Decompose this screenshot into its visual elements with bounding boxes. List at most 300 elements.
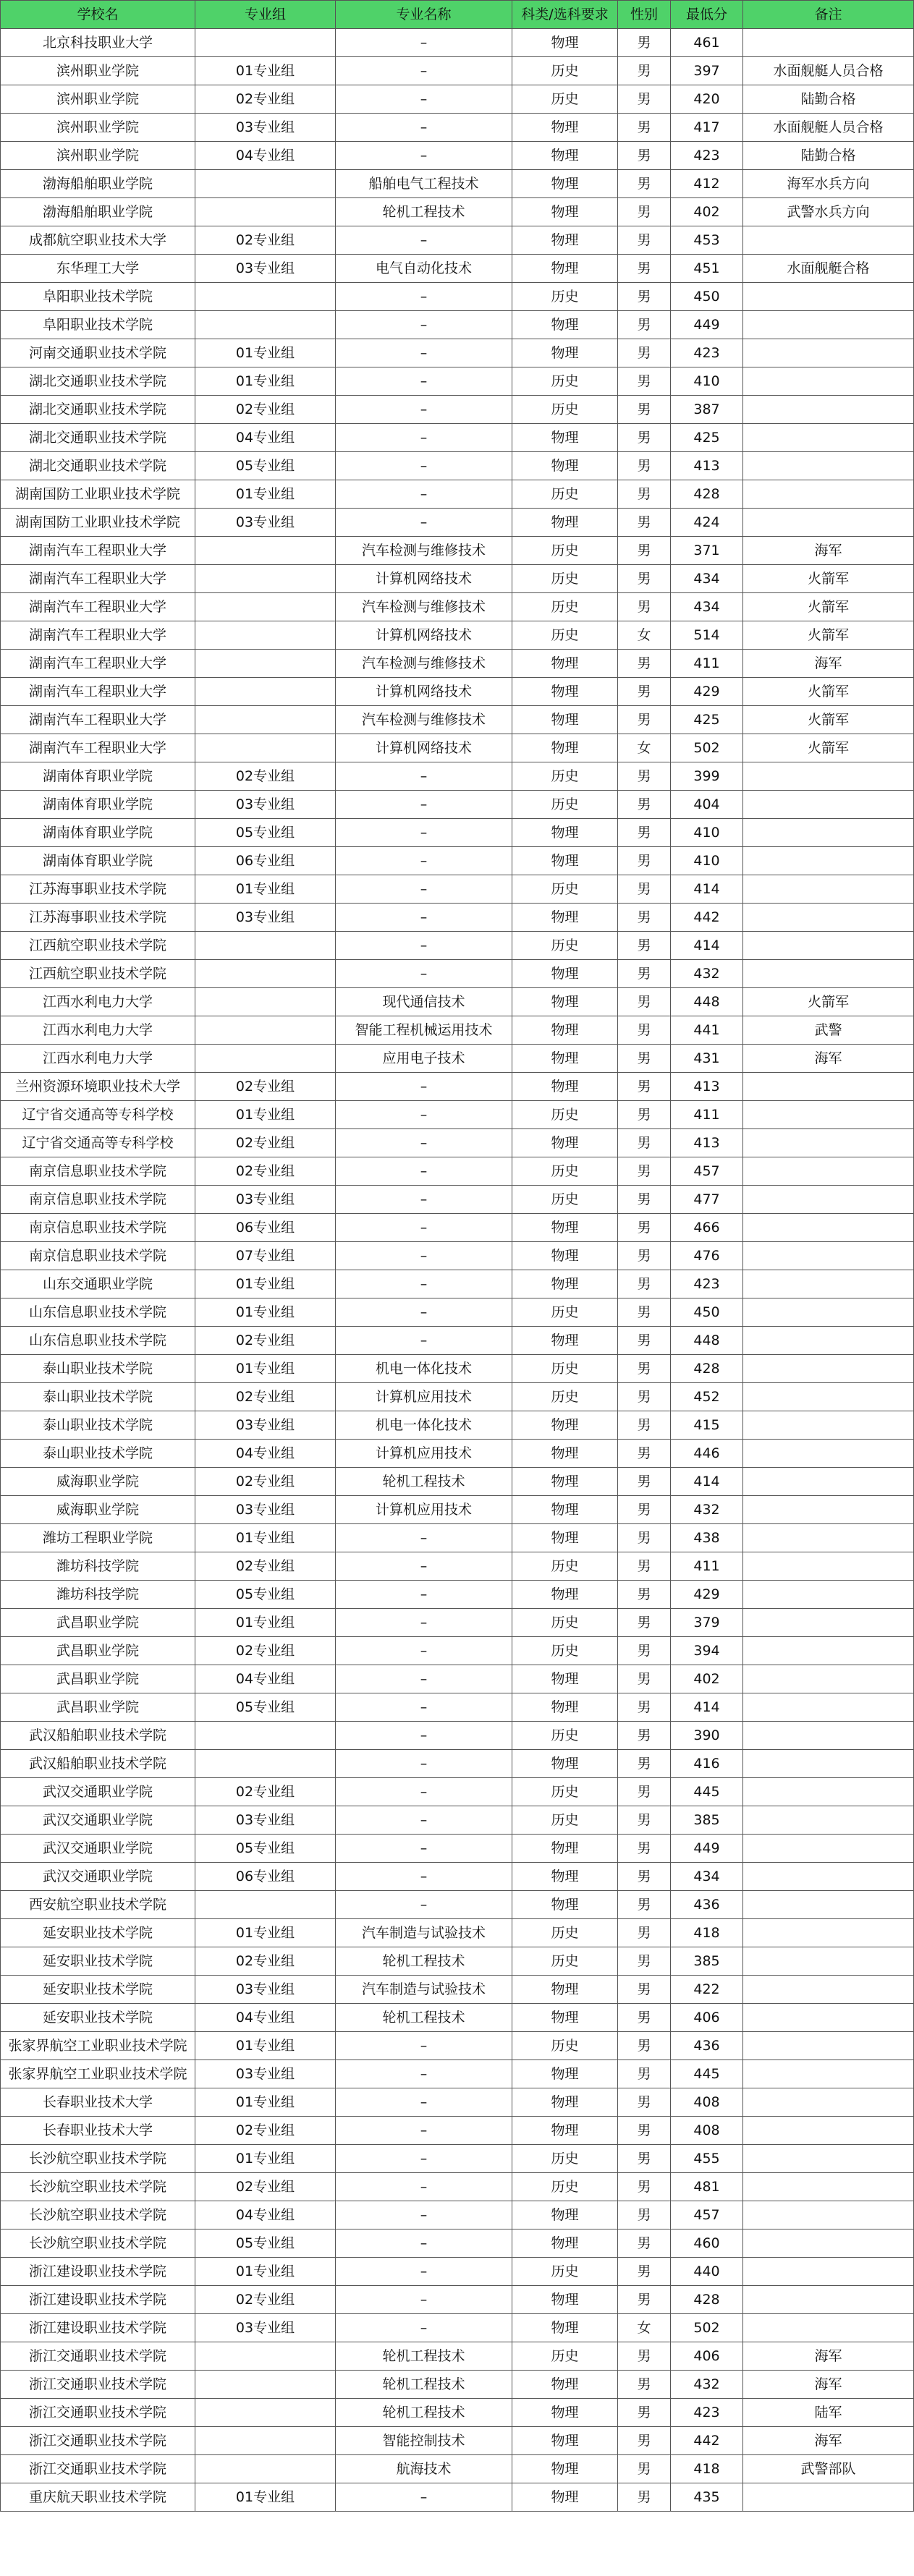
cell-subject: 物理 xyxy=(512,2371,618,2399)
cell-gender: 男 xyxy=(618,2145,671,2173)
cell-school: 江苏海事职业技术学院 xyxy=(1,904,195,932)
cell-group: 03专业组 xyxy=(195,1976,336,2004)
cell-note xyxy=(743,311,914,339)
cell-gender: 男 xyxy=(618,2173,671,2201)
cell-major: – xyxy=(336,311,512,339)
cell-score: 408 xyxy=(671,2117,743,2145)
cell-score: 387 xyxy=(671,396,743,424)
cell-subject: 物理 xyxy=(512,2286,618,2314)
cell-gender: 男 xyxy=(618,875,671,904)
table-row xyxy=(1,2427,914,2455)
table-row xyxy=(1,1976,914,2004)
cell-school: 南京信息职业技术学院 xyxy=(1,1157,195,1186)
cell-group xyxy=(195,2371,336,2399)
cell-major: 计算机应用技术 xyxy=(336,1383,512,1411)
cell-school: 湖南汽车工程职业大学 xyxy=(1,593,195,621)
cell-note xyxy=(743,2483,914,2512)
cell-school: 阜阳职业技术学院 xyxy=(1,311,195,339)
cell-subject: 物理 xyxy=(512,1863,618,1891)
table-row xyxy=(1,2060,914,2088)
cell-gender: 男 xyxy=(618,1016,671,1045)
cell-major: – xyxy=(336,1750,512,1778)
cell-note: 海军水兵方向 xyxy=(743,170,914,198)
cell-gender: 男 xyxy=(618,1270,671,1298)
cell-major: – xyxy=(336,1693,512,1722)
cell-score: 414 xyxy=(671,875,743,904)
cell-subject: 物理 xyxy=(512,226,618,255)
cell-group xyxy=(195,2342,336,2371)
cell-school: 泰山职业技术学院 xyxy=(1,1355,195,1383)
cell-score: 425 xyxy=(671,424,743,452)
cell-subject: 物理 xyxy=(512,114,618,142)
cell-gender: 男 xyxy=(618,1468,671,1496)
cell-major: – xyxy=(336,1891,512,1919)
cell-score: 449 xyxy=(671,1835,743,1863)
cell-subject: 物理 xyxy=(512,255,618,283)
cell-school: 湖北交通职业技术学院 xyxy=(1,367,195,396)
cell-note: 火箭军 xyxy=(743,565,914,593)
cell-group xyxy=(195,1891,336,1919)
header-row xyxy=(1,1,914,29)
cell-subject: 历史 xyxy=(512,875,618,904)
table-row xyxy=(1,283,914,311)
cell-group xyxy=(195,537,336,565)
cell-school: 江西水利电力大学 xyxy=(1,1016,195,1045)
cell-school: 湖南汽车工程职业大学 xyxy=(1,706,195,734)
cell-school: 河南交通职业技术学院 xyxy=(1,339,195,367)
cell-note xyxy=(743,1214,914,1242)
cell-group xyxy=(195,170,336,198)
table-row xyxy=(1,678,914,706)
cell-subject: 物理 xyxy=(512,2060,618,2088)
cell-gender: 男 xyxy=(618,29,671,57)
cell-group xyxy=(195,311,336,339)
cell-gender: 男 xyxy=(618,198,671,226)
cell-major: – xyxy=(336,85,512,114)
cell-gender: 男 xyxy=(618,791,671,819)
cell-score: 417 xyxy=(671,114,743,142)
cell-school: 滨州职业学院 xyxy=(1,142,195,170)
cell-major: – xyxy=(336,791,512,819)
cell-group xyxy=(195,283,336,311)
cell-school: 泰山职业技术学院 xyxy=(1,1440,195,1468)
cell-subject: 历史 xyxy=(512,791,618,819)
cell-school: 张家界航空工业职业技术学院 xyxy=(1,2060,195,2088)
cell-score: 385 xyxy=(671,1947,743,1976)
cell-gender: 男 xyxy=(618,1552,671,1581)
table-row xyxy=(1,932,914,960)
cell-school: 长沙航空职业技术学院 xyxy=(1,2145,195,2173)
cell-subject: 历史 xyxy=(512,621,618,650)
cell-school: 长春职业技术大学 xyxy=(1,2088,195,2117)
cell-group xyxy=(195,198,336,226)
cell-major: 智能工程机械运用技术 xyxy=(336,1016,512,1045)
cell-school: 湖南汽车工程职业大学 xyxy=(1,678,195,706)
cell-subject: 物理 xyxy=(512,1665,618,1693)
cell-group: 03专业组 xyxy=(195,509,336,537)
cell-subject: 历史 xyxy=(512,2145,618,2173)
cell-note xyxy=(743,2286,914,2314)
cell-subject: 历史 xyxy=(512,57,618,85)
cell-note xyxy=(743,1129,914,1157)
cell-school: 湖南汽车工程职业大学 xyxy=(1,734,195,762)
cell-school: 湖南国防工业职业技术学院 xyxy=(1,480,195,509)
cell-major: – xyxy=(336,283,512,311)
cell-group: 01专业组 xyxy=(195,1101,336,1129)
header-group: 专业组 xyxy=(195,1,336,29)
cell-subject: 物理 xyxy=(512,2399,618,2427)
cell-note xyxy=(743,1863,914,1891)
cell-school: 武汉交通职业学院 xyxy=(1,1863,195,1891)
table-row xyxy=(1,424,914,452)
cell-note xyxy=(743,1835,914,1863)
cell-school: 山东信息职业技术学院 xyxy=(1,1298,195,1327)
cell-note xyxy=(743,1468,914,1496)
cell-score: 431 xyxy=(671,1045,743,1073)
table-row xyxy=(1,1806,914,1835)
cell-gender: 男 xyxy=(618,1355,671,1383)
cell-subject: 物理 xyxy=(512,1242,618,1270)
cell-group xyxy=(195,706,336,734)
cell-school: 武汉船舶职业技术学院 xyxy=(1,1750,195,1778)
cell-note xyxy=(743,1976,914,2004)
cell-major: – xyxy=(336,142,512,170)
cell-score: 428 xyxy=(671,480,743,509)
cell-score: 453 xyxy=(671,226,743,255)
cell-score: 452 xyxy=(671,1383,743,1411)
cell-group: 01专业组 xyxy=(195,1355,336,1383)
cell-school: 威海职业学院 xyxy=(1,1468,195,1496)
cell-gender: 男 xyxy=(618,1129,671,1157)
cell-major: – xyxy=(336,960,512,988)
cell-school: 江西航空职业技术学院 xyxy=(1,960,195,988)
table-row xyxy=(1,904,914,932)
cell-group: 01专业组 xyxy=(195,875,336,904)
cell-note xyxy=(743,1327,914,1355)
cell-score: 445 xyxy=(671,2060,743,2088)
cell-subject: 历史 xyxy=(512,565,618,593)
cell-major: – xyxy=(336,2032,512,2060)
table-row xyxy=(1,621,914,650)
cell-note: 海军 xyxy=(743,2427,914,2455)
cell-note xyxy=(743,1355,914,1383)
cell-score: 466 xyxy=(671,1214,743,1242)
cell-gender: 男 xyxy=(618,1835,671,1863)
table-row xyxy=(1,1157,914,1186)
cell-group: 04专业组 xyxy=(195,2004,336,2032)
cell-subject: 物理 xyxy=(512,1411,618,1440)
cell-school: 湖南体育职业学院 xyxy=(1,819,195,847)
cell-score: 432 xyxy=(671,2371,743,2399)
cell-score: 445 xyxy=(671,1778,743,1806)
cell-school: 武汉船舶职业技术学院 xyxy=(1,1722,195,1750)
cell-note: 水面舰艇人员合格 xyxy=(743,114,914,142)
cell-note xyxy=(743,2032,914,2060)
cell-note: 水面舰艇人员合格 xyxy=(743,57,914,85)
cell-major: – xyxy=(336,29,512,57)
cell-note xyxy=(743,1919,914,1947)
table-row xyxy=(1,2286,914,2314)
cell-subject: 历史 xyxy=(512,396,618,424)
cell-group: 01专业组 xyxy=(195,2258,336,2286)
cell-group xyxy=(195,593,336,621)
cell-gender: 男 xyxy=(618,1045,671,1073)
cell-note: 火箭军 xyxy=(743,621,914,650)
table-row xyxy=(1,480,914,509)
cell-note xyxy=(743,1411,914,1440)
header-school: 学校名 xyxy=(1,1,195,29)
cell-major: – xyxy=(336,114,512,142)
cell-note xyxy=(743,509,914,537)
cell-gender: 男 xyxy=(618,2088,671,2117)
cell-gender: 男 xyxy=(618,1298,671,1327)
cell-score: 413 xyxy=(671,452,743,480)
cell-school: 浙江建设职业技术学院 xyxy=(1,2286,195,2314)
cell-group: 03专业组 xyxy=(195,1186,336,1214)
cell-group: 01专业组 xyxy=(195,2145,336,2173)
cell-subject: 物理 xyxy=(512,819,618,847)
cell-major: 轮机工程技术 xyxy=(336,2342,512,2371)
cell-subject: 历史 xyxy=(512,2032,618,2060)
cell-school: 江苏海事职业技术学院 xyxy=(1,875,195,904)
table-row xyxy=(1,2117,914,2145)
cell-major: 轮机工程技术 xyxy=(336,1947,512,1976)
cell-subject: 物理 xyxy=(512,2229,618,2258)
cell-subject: 物理 xyxy=(512,1073,618,1101)
table-row xyxy=(1,198,914,226)
cell-gender: 男 xyxy=(618,565,671,593)
cell-subject: 物理 xyxy=(512,1045,618,1073)
cell-score: 448 xyxy=(671,1327,743,1355)
cell-group: 03专业组 xyxy=(195,114,336,142)
cell-major: 轮机工程技术 xyxy=(336,2004,512,2032)
cell-score: 451 xyxy=(671,255,743,283)
cell-gender: 男 xyxy=(618,847,671,875)
cell-note xyxy=(743,960,914,988)
cell-major: – xyxy=(336,2483,512,2512)
cell-score: 460 xyxy=(671,2229,743,2258)
cell-group xyxy=(195,29,336,57)
cell-group: 02专业组 xyxy=(195,396,336,424)
cell-gender: 男 xyxy=(618,1101,671,1129)
table-row xyxy=(1,847,914,875)
cell-gender: 男 xyxy=(618,1581,671,1609)
table-row xyxy=(1,170,914,198)
cell-school: 南京信息职业技术学院 xyxy=(1,1214,195,1242)
cell-note xyxy=(743,396,914,424)
cell-school: 东华理工大学 xyxy=(1,255,195,283)
cell-note: 海军 xyxy=(743,1045,914,1073)
cell-score: 438 xyxy=(671,1524,743,1552)
cell-school: 潍坊科技学院 xyxy=(1,1552,195,1581)
cell-gender: 男 xyxy=(618,2117,671,2145)
header-note: 备注 xyxy=(743,1,914,29)
cell-score: 446 xyxy=(671,1440,743,1468)
cell-gender: 男 xyxy=(618,480,671,509)
table-row xyxy=(1,1440,914,1468)
cell-group: 01专业组 xyxy=(195,2483,336,2512)
cell-score: 429 xyxy=(671,1581,743,1609)
cell-subject: 物理 xyxy=(512,1750,618,1778)
cell-note: 火箭军 xyxy=(743,734,914,762)
cell-note xyxy=(743,1242,914,1270)
table-row xyxy=(1,1101,914,1129)
cell-score: 406 xyxy=(671,2342,743,2371)
table-row xyxy=(1,142,914,170)
cell-score: 434 xyxy=(671,1863,743,1891)
cell-school: 南京信息职业技术学院 xyxy=(1,1186,195,1214)
cell-gender: 男 xyxy=(618,678,671,706)
cell-major: 计算机应用技术 xyxy=(336,1496,512,1524)
cell-note xyxy=(743,1270,914,1298)
cell-score: 434 xyxy=(671,565,743,593)
cell-school: 武昌职业学院 xyxy=(1,1693,195,1722)
cell-note xyxy=(743,932,914,960)
cell-major: – xyxy=(336,819,512,847)
cell-score: 406 xyxy=(671,2004,743,2032)
cell-group: 03专业组 xyxy=(195,1411,336,1440)
cell-score: 449 xyxy=(671,311,743,339)
cell-note: 陆勤合格 xyxy=(743,85,914,114)
cell-gender: 男 xyxy=(618,1609,671,1637)
cell-score: 455 xyxy=(671,2145,743,2173)
cell-score: 476 xyxy=(671,1242,743,1270)
cell-school: 山东信息职业技术学院 xyxy=(1,1327,195,1355)
cell-group: 02专业组 xyxy=(195,1947,336,1976)
cell-major: – xyxy=(336,226,512,255)
cell-gender: 男 xyxy=(618,593,671,621)
cell-gender: 男 xyxy=(618,988,671,1016)
cell-score: 402 xyxy=(671,1665,743,1693)
table-row xyxy=(1,2342,914,2371)
cell-gender: 男 xyxy=(618,2399,671,2427)
cell-school: 武昌职业学院 xyxy=(1,1665,195,1693)
table-row xyxy=(1,2032,914,2060)
cell-group: 01专业组 xyxy=(195,2032,336,2060)
cell-major: – xyxy=(336,1270,512,1298)
cell-score: 481 xyxy=(671,2173,743,2201)
cell-subject: 物理 xyxy=(512,2314,618,2342)
cell-group: 01专业组 xyxy=(195,1609,336,1637)
cell-school: 湖南汽车工程职业大学 xyxy=(1,565,195,593)
cell-gender: 男 xyxy=(618,2258,671,2286)
cell-gender: 男 xyxy=(618,2201,671,2229)
table-row xyxy=(1,2173,914,2201)
cell-group: 04专业组 xyxy=(195,1665,336,1693)
cell-subject: 历史 xyxy=(512,1552,618,1581)
cell-score: 502 xyxy=(671,2314,743,2342)
cell-school: 延安职业技术学院 xyxy=(1,1947,195,1976)
cell-school: 潍坊科技学院 xyxy=(1,1581,195,1609)
cell-gender: 女 xyxy=(618,2314,671,2342)
cell-subject: 物理 xyxy=(512,650,618,678)
cell-major: 计算机网络技术 xyxy=(336,734,512,762)
cell-note: 武警水兵方向 xyxy=(743,198,914,226)
cell-note xyxy=(743,1637,914,1665)
cell-note xyxy=(743,1806,914,1835)
cell-note: 海军 xyxy=(743,650,914,678)
cell-school: 长沙航空职业技术学院 xyxy=(1,2229,195,2258)
cell-score: 418 xyxy=(671,2455,743,2483)
cell-major: – xyxy=(336,1835,512,1863)
cell-school: 浙江建设职业技术学院 xyxy=(1,2314,195,2342)
cell-gender: 男 xyxy=(618,650,671,678)
cell-group: 06专业组 xyxy=(195,1863,336,1891)
cell-gender: 男 xyxy=(618,85,671,114)
cell-major: – xyxy=(336,480,512,509)
table-row xyxy=(1,650,914,678)
table-row xyxy=(1,706,914,734)
table-row xyxy=(1,1016,914,1045)
cell-gender: 男 xyxy=(618,960,671,988)
cell-score: 411 xyxy=(671,650,743,678)
cell-group: 05专业组 xyxy=(195,819,336,847)
table-row xyxy=(1,762,914,791)
cell-note xyxy=(743,1750,914,1778)
cell-major: – xyxy=(336,2229,512,2258)
table-row xyxy=(1,819,914,847)
cell-group: 06专业组 xyxy=(195,847,336,875)
table-row xyxy=(1,396,914,424)
cell-school: 辽宁省交通高等专科学校 xyxy=(1,1101,195,1129)
cell-school: 湖南汽车工程职业大学 xyxy=(1,537,195,565)
cell-note xyxy=(743,2173,914,2201)
cell-gender: 男 xyxy=(618,2229,671,2258)
cell-subject: 历史 xyxy=(512,1919,618,1947)
cell-subject: 物理 xyxy=(512,2455,618,2483)
cell-group: 04专业组 xyxy=(195,142,336,170)
cell-subject: 物理 xyxy=(512,1496,618,1524)
cell-score: 434 xyxy=(671,593,743,621)
cell-note xyxy=(743,1665,914,1693)
cell-note xyxy=(743,2258,914,2286)
table-row xyxy=(1,791,914,819)
cell-subject: 物理 xyxy=(512,706,618,734)
cell-score: 379 xyxy=(671,1609,743,1637)
table-row xyxy=(1,1722,914,1750)
table-row xyxy=(1,565,914,593)
table-row xyxy=(1,1468,914,1496)
cell-subject: 历史 xyxy=(512,85,618,114)
cell-subject: 物理 xyxy=(512,1327,618,1355)
cell-gender: 男 xyxy=(618,2286,671,2314)
cell-score: 422 xyxy=(671,1976,743,2004)
cell-major: – xyxy=(336,1242,512,1270)
cell-major: 应用电子技术 xyxy=(336,1045,512,1073)
cell-major: – xyxy=(336,2314,512,2342)
cell-subject: 物理 xyxy=(512,2117,618,2145)
cell-gender: 男 xyxy=(618,1919,671,1947)
cell-gender: 男 xyxy=(618,2032,671,2060)
cell-school: 武汉交通职业学院 xyxy=(1,1806,195,1835)
cell-note xyxy=(743,226,914,255)
table-row xyxy=(1,988,914,1016)
cell-major: – xyxy=(336,1609,512,1637)
cell-school: 成都航空职业技术大学 xyxy=(1,226,195,255)
cell-major: – xyxy=(336,1637,512,1665)
cell-score: 440 xyxy=(671,2258,743,2286)
cell-note: 陆军 xyxy=(743,2399,914,2427)
cell-group: 03专业组 xyxy=(195,1806,336,1835)
cell-subject: 历史 xyxy=(512,762,618,791)
cell-score: 436 xyxy=(671,2032,743,2060)
table-row xyxy=(1,1947,914,1976)
cell-subject: 历史 xyxy=(512,932,618,960)
cell-subject: 物理 xyxy=(512,2201,618,2229)
table-row xyxy=(1,1411,914,1440)
cell-note xyxy=(743,283,914,311)
cell-group xyxy=(195,1750,336,1778)
